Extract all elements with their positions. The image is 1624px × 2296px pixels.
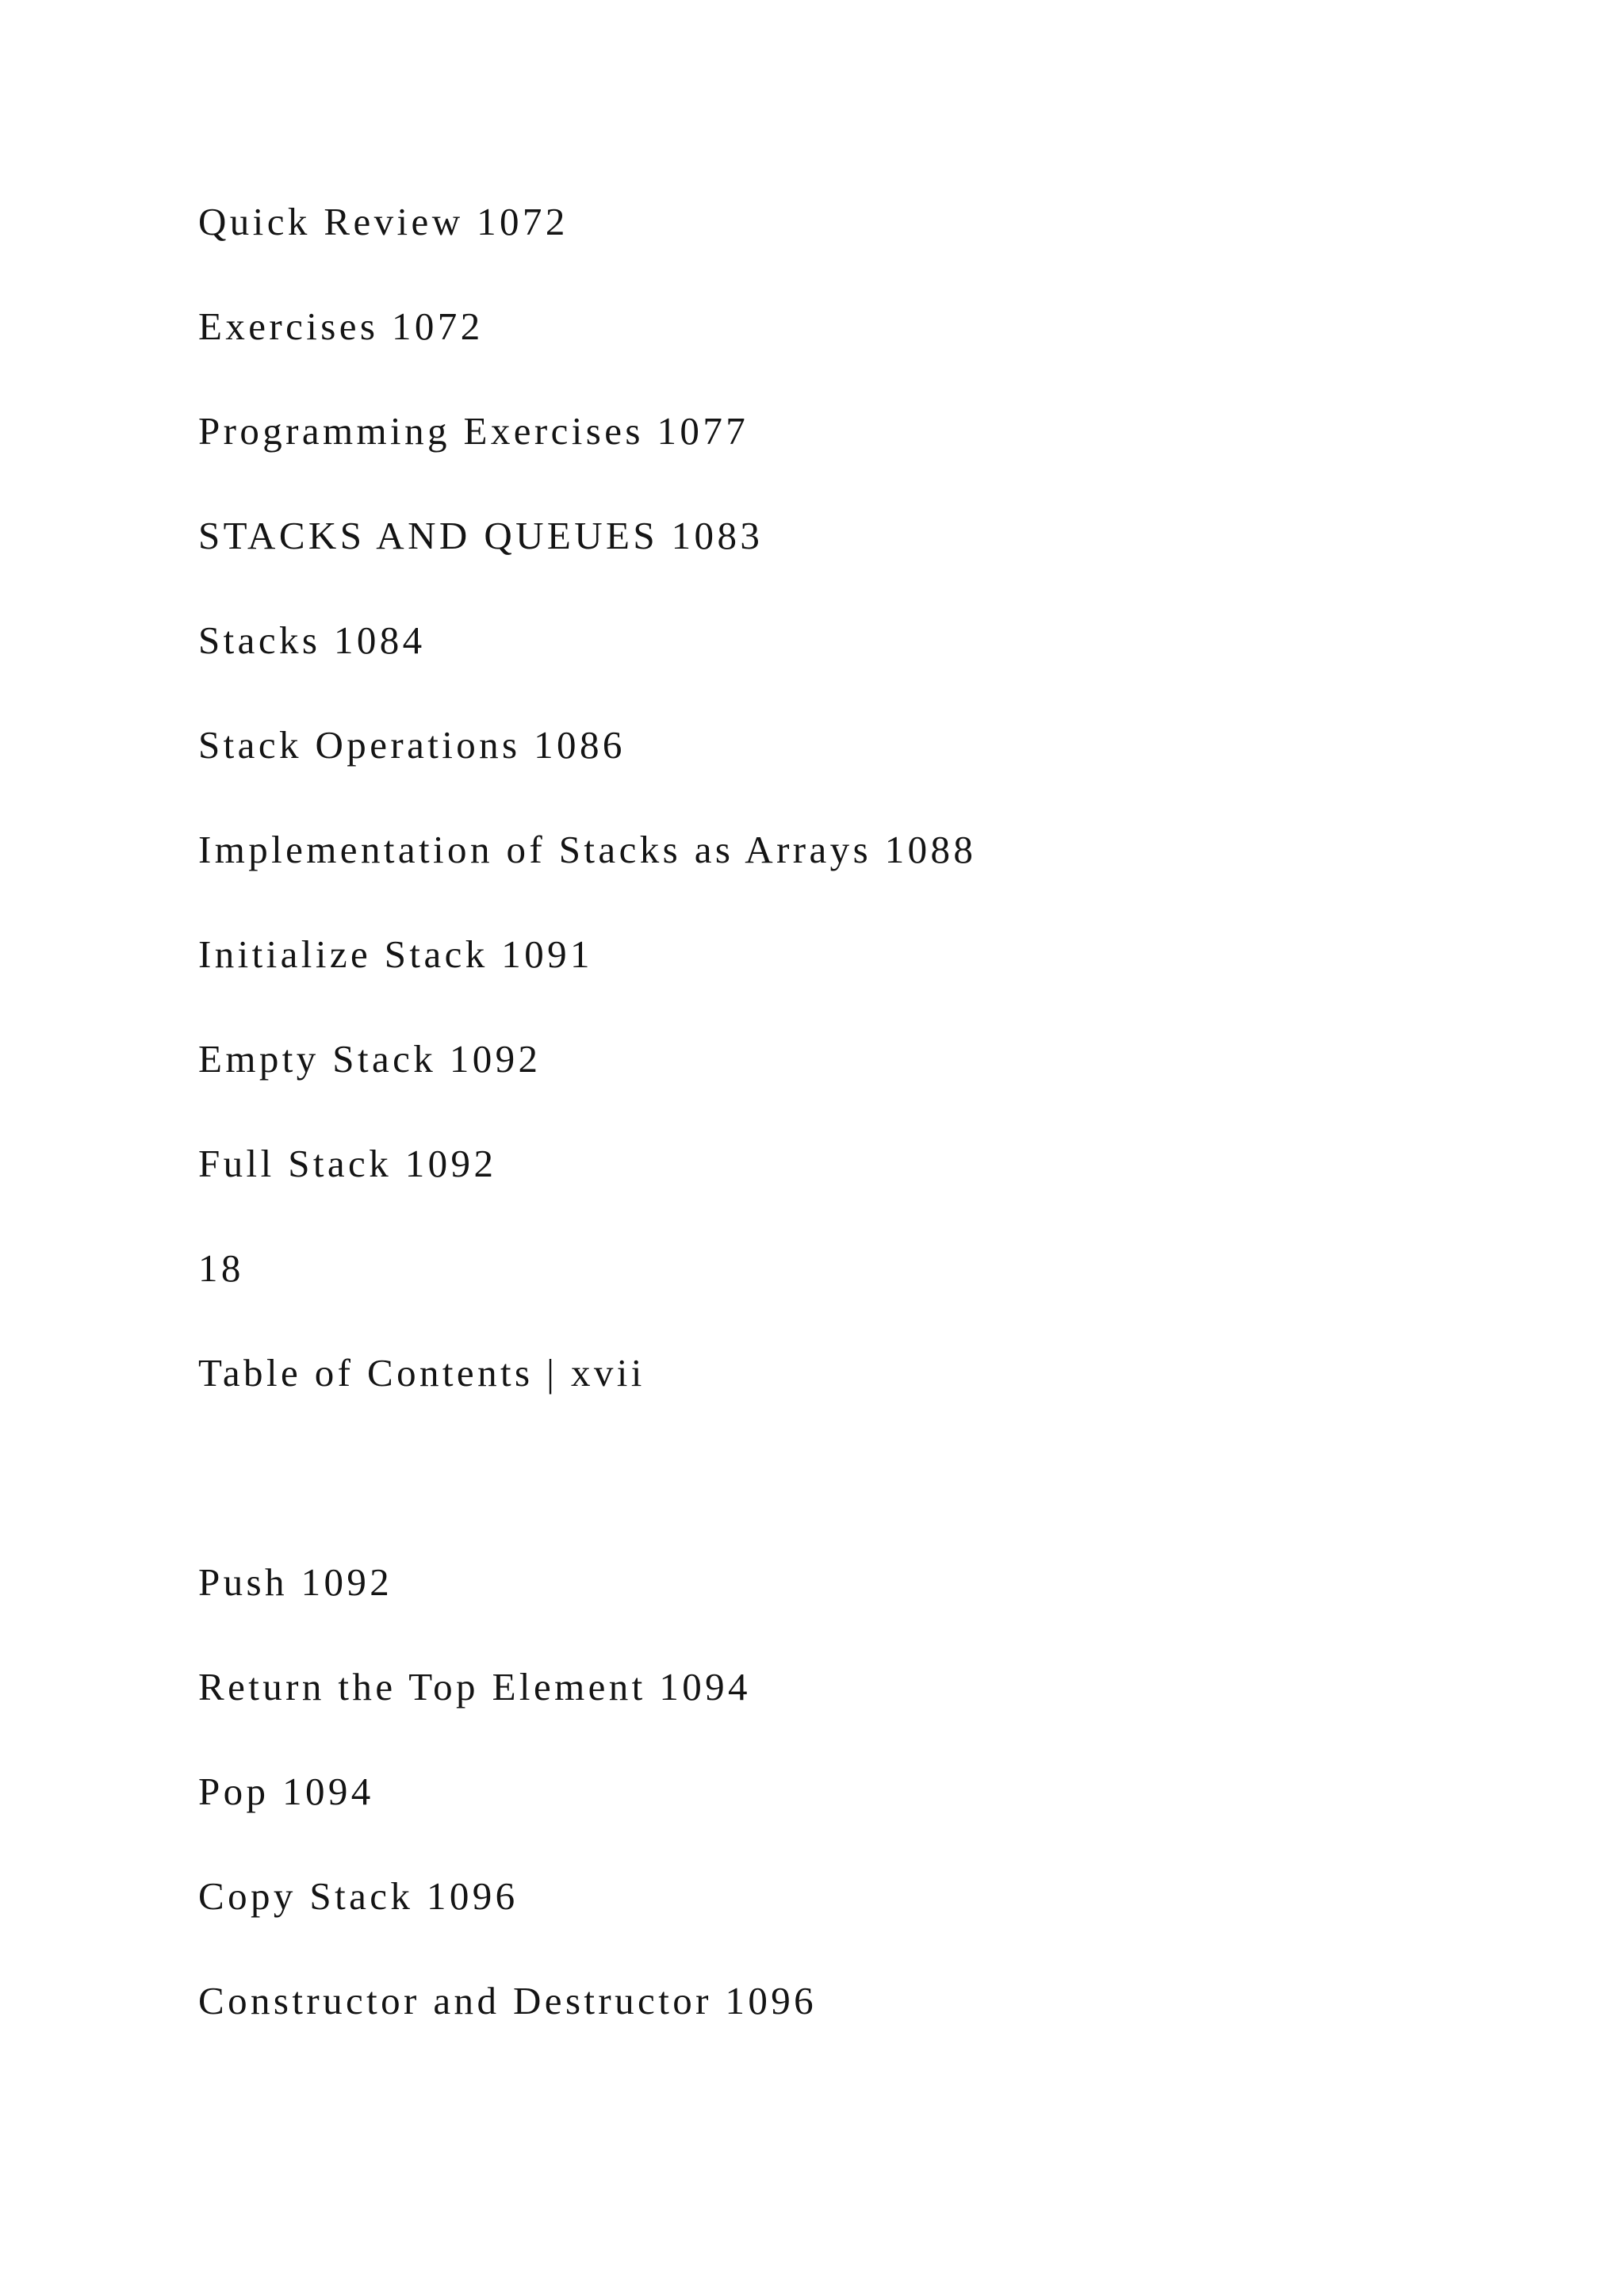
chapter-number: 18 xyxy=(198,1246,244,1290)
toc-entry-quick-review: Quick Review 1072 xyxy=(198,200,569,243)
toc-entry-stack-operations: Stack Operations 1086 xyxy=(198,723,626,767)
toc-entry-empty-stack: Empty Stack 1092 xyxy=(198,1037,542,1081)
running-footer: Table of Contents | xvii xyxy=(198,1351,645,1395)
toc-entry-programming-exercises: Programming Exercises 1077 xyxy=(198,409,749,453)
toc-entry-exercises: Exercises 1072 xyxy=(198,304,484,348)
toc-entry-constructor-destructor: Constructor and Destructor 1096 xyxy=(198,1979,818,2022)
toc-entry-push: Push 1092 xyxy=(198,1560,393,1604)
toc-entry-copy-stack: Copy Stack 1096 xyxy=(198,1874,519,1918)
toc-entry-full-stack: Full Stack 1092 xyxy=(198,1142,497,1185)
toc-entry-initialize-stack: Initialize Stack 1091 xyxy=(198,932,593,976)
toc-entry-return-top-element: Return the Top Element 1094 xyxy=(198,1665,751,1709)
toc-entry-implementation-arrays: Implementation of Stacks as Arrays 1088 xyxy=(198,828,977,871)
toc-chapter-title: STACKS AND QUEUES 1083 xyxy=(198,514,764,557)
toc-entry-stacks: Stacks 1084 xyxy=(198,618,426,662)
toc-entry-pop: Pop 1094 xyxy=(198,1770,374,1813)
